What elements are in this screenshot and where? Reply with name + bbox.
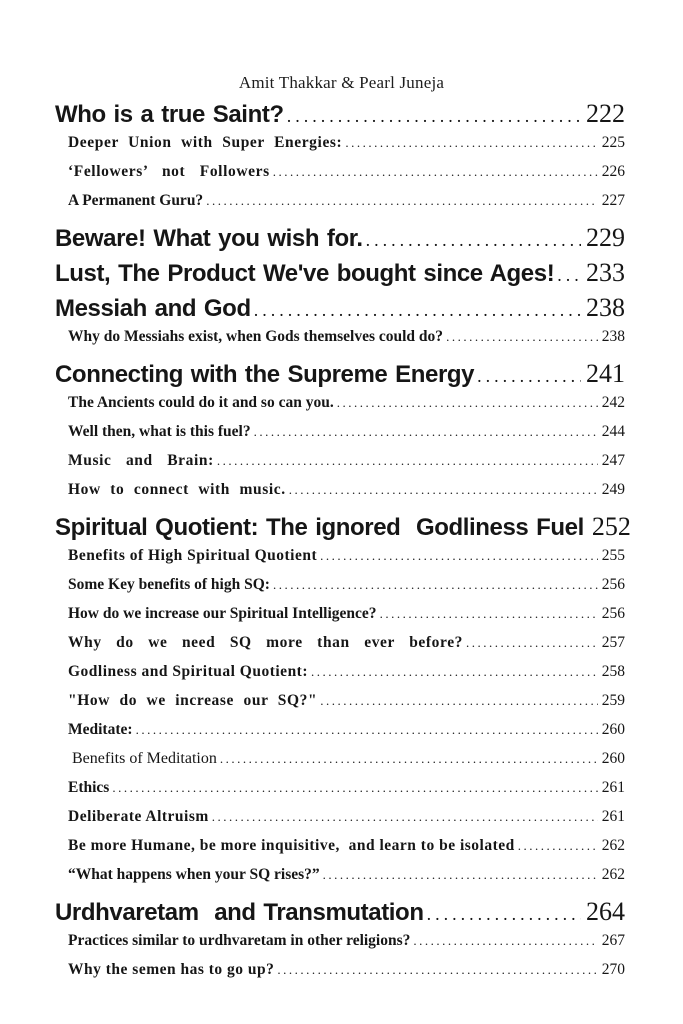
toc-entry-title: "How do we increase our SQ?" — [68, 692, 318, 709]
toc-entry-page: 233 — [586, 258, 625, 287]
toc-entry-title: Some Key benefits of high SQ: — [68, 576, 270, 593]
toc-entry-page: 229 — [586, 223, 625, 252]
toc-entry-page: 256 — [601, 576, 625, 593]
toc-entry-page: 258 — [601, 663, 625, 680]
toc-entry-title: Godliness and Spiritual Quotient: — [68, 663, 309, 680]
dot-leader — [112, 780, 597, 796]
toc-entry — [55, 223, 625, 256]
toc-entry-title: How do we increase our Spiritual Intelligence? — [68, 605, 377, 622]
dot-leader — [345, 135, 597, 151]
dot-leader — [311, 664, 598, 680]
toc-entry-page: 260 — [601, 750, 625, 767]
toc-entry — [55, 163, 625, 192]
dot-leader — [380, 606, 598, 622]
toc-entry-title: Spiritual Quotient: The ignored Godliness Fuel — [55, 514, 584, 541]
toc-entry-title: Music and Brain: — [68, 452, 214, 469]
toc-entry-page: 259 — [601, 692, 625, 709]
toc-entry-title: Benefits of Meditation — [72, 750, 217, 767]
toc-entry-title: Why do Messiahs exist, when Gods themselves could do? — [68, 328, 444, 345]
authors-running-header: Amit Thakkar & Pearl Juneja — [238, 73, 445, 92]
toc-entry — [55, 897, 625, 930]
toc-entry-title: Connecting with the Supreme Energy — [55, 361, 475, 388]
toc-entry — [55, 547, 625, 576]
toc-entry — [55, 605, 625, 634]
toc-entry-title: Who is a true Saint? — [55, 101, 284, 128]
dot-leader — [427, 904, 581, 925]
dot-leader — [287, 106, 581, 127]
toc-entry-page: 241 — [586, 359, 625, 388]
toc-entry — [55, 721, 625, 750]
toc-entry-page: 247 — [601, 452, 625, 469]
toc-entry-title: Ethics — [68, 779, 110, 796]
dot-leader — [477, 366, 581, 387]
toc-entry-page: 257 — [601, 634, 625, 651]
dot-leader — [217, 453, 598, 469]
dot-leader — [557, 265, 581, 286]
toc-entry-page: 270 — [601, 961, 625, 978]
dot-leader — [220, 751, 598, 767]
dot-leader — [323, 867, 598, 883]
dot-leader — [254, 424, 598, 440]
toc-entry-page: 261 — [601, 779, 625, 796]
toc-entry — [55, 394, 625, 423]
toc-entry-title: Benefits of High Spiritual Quotient — [68, 547, 318, 564]
toc-entry — [55, 692, 625, 721]
toc-entry-title: Deeper Union with Super Energies: — [68, 134, 343, 151]
toc-entry — [55, 750, 625, 779]
dot-leader — [337, 395, 598, 411]
toc-entry-title: “What happens when your SQ rises?” — [68, 866, 320, 883]
toc-entry-page: 252 — [591, 512, 631, 541]
toc-entry-page: 249 — [601, 481, 625, 498]
dot-leader — [136, 722, 598, 738]
toc-list — [55, 97, 631, 990]
toc-entry — [55, 481, 625, 510]
toc-entry — [55, 932, 625, 961]
toc-entry-title: Messiah and God — [55, 295, 251, 322]
toc-entry-title: How to connect with music. — [68, 481, 286, 498]
toc-entry — [55, 134, 625, 163]
toc-entry — [55, 452, 625, 481]
toc-entry — [55, 512, 631, 545]
toc-entry-title: Be more Humane, be more inquisitive, and learn to be isolated — [68, 837, 515, 854]
toc-entry — [55, 808, 625, 837]
toc-entry-title: Beware! What you wish for. — [55, 225, 363, 252]
toc-entry-page: 262 — [601, 837, 625, 854]
toc-entry — [55, 359, 625, 392]
toc-entry-title: ‘Fellowers’ not Followers — [68, 163, 270, 180]
toc-entry-title: A Permanent Guru? — [68, 192, 204, 209]
toc-entry-title: Deliberate Altruism — [68, 808, 209, 825]
toc-entry-title: Meditate: — [68, 721, 133, 738]
dot-leader — [254, 300, 581, 321]
toc-entry-page: 264 — [586, 897, 625, 926]
toc-entry-page: 226 — [601, 163, 625, 180]
toc-entry — [55, 99, 625, 132]
dot-leader — [289, 482, 598, 498]
toc-entry-page: 267 — [601, 932, 625, 949]
dot-leader — [320, 548, 598, 564]
toc-entry-page: 225 — [601, 134, 625, 151]
toc-entry-page: 242 — [601, 394, 625, 411]
toc-entry — [55, 576, 625, 605]
toc-entry — [55, 837, 625, 866]
dot-leader — [273, 577, 598, 593]
dot-leader — [446, 329, 598, 345]
toc-entry — [55, 663, 625, 692]
toc-entry-title: The Ancients could do it and so can you. — [68, 394, 334, 411]
toc-entry-page: 255 — [601, 547, 625, 564]
toc-entry-page: 256 — [601, 605, 625, 622]
toc-entry — [55, 779, 625, 808]
toc-entry-page: 262 — [601, 866, 625, 883]
dot-leader — [206, 193, 598, 209]
toc-entry — [55, 634, 625, 663]
dot-leader — [277, 962, 597, 978]
dot-leader — [413, 933, 597, 949]
dot-leader — [273, 164, 598, 180]
toc-entry — [55, 293, 625, 326]
dot-leader — [466, 635, 598, 651]
toc-entry-title: Well then, what is this fuel? — [68, 423, 251, 440]
toc-entry-title: Practices similar to urdhvaretam in other religions? — [68, 932, 411, 949]
toc-entry-page: 244 — [601, 423, 625, 440]
toc-entry-title: Urdhvaretam and Transmutation — [55, 899, 424, 926]
dot-leader — [366, 230, 581, 251]
toc-entry-title: Why do we need SQ more than ever before? — [68, 634, 464, 651]
toc-entry-page: 238 — [586, 293, 625, 322]
toc-entry — [55, 258, 625, 291]
dot-leader — [212, 809, 598, 825]
toc-entry-title: Lust, The Product We've bought since Ages! — [55, 260, 555, 287]
toc-entry-page: 238 — [601, 328, 625, 345]
toc-entry-page: 222 — [586, 99, 625, 128]
toc-entry — [55, 328, 625, 357]
toc-entry-page: 260 — [601, 721, 625, 738]
toc-entry-title: Why the semen has to go up? — [68, 961, 275, 978]
toc-entry — [55, 192, 625, 221]
toc-entry — [55, 961, 625, 990]
dot-leader — [320, 693, 598, 709]
dot-leader — [518, 838, 598, 854]
toc-entry — [55, 866, 625, 895]
toc-entry — [55, 423, 625, 452]
toc-entry-page: 227 — [601, 192, 625, 209]
toc-entry-page: 261 — [601, 808, 625, 825]
